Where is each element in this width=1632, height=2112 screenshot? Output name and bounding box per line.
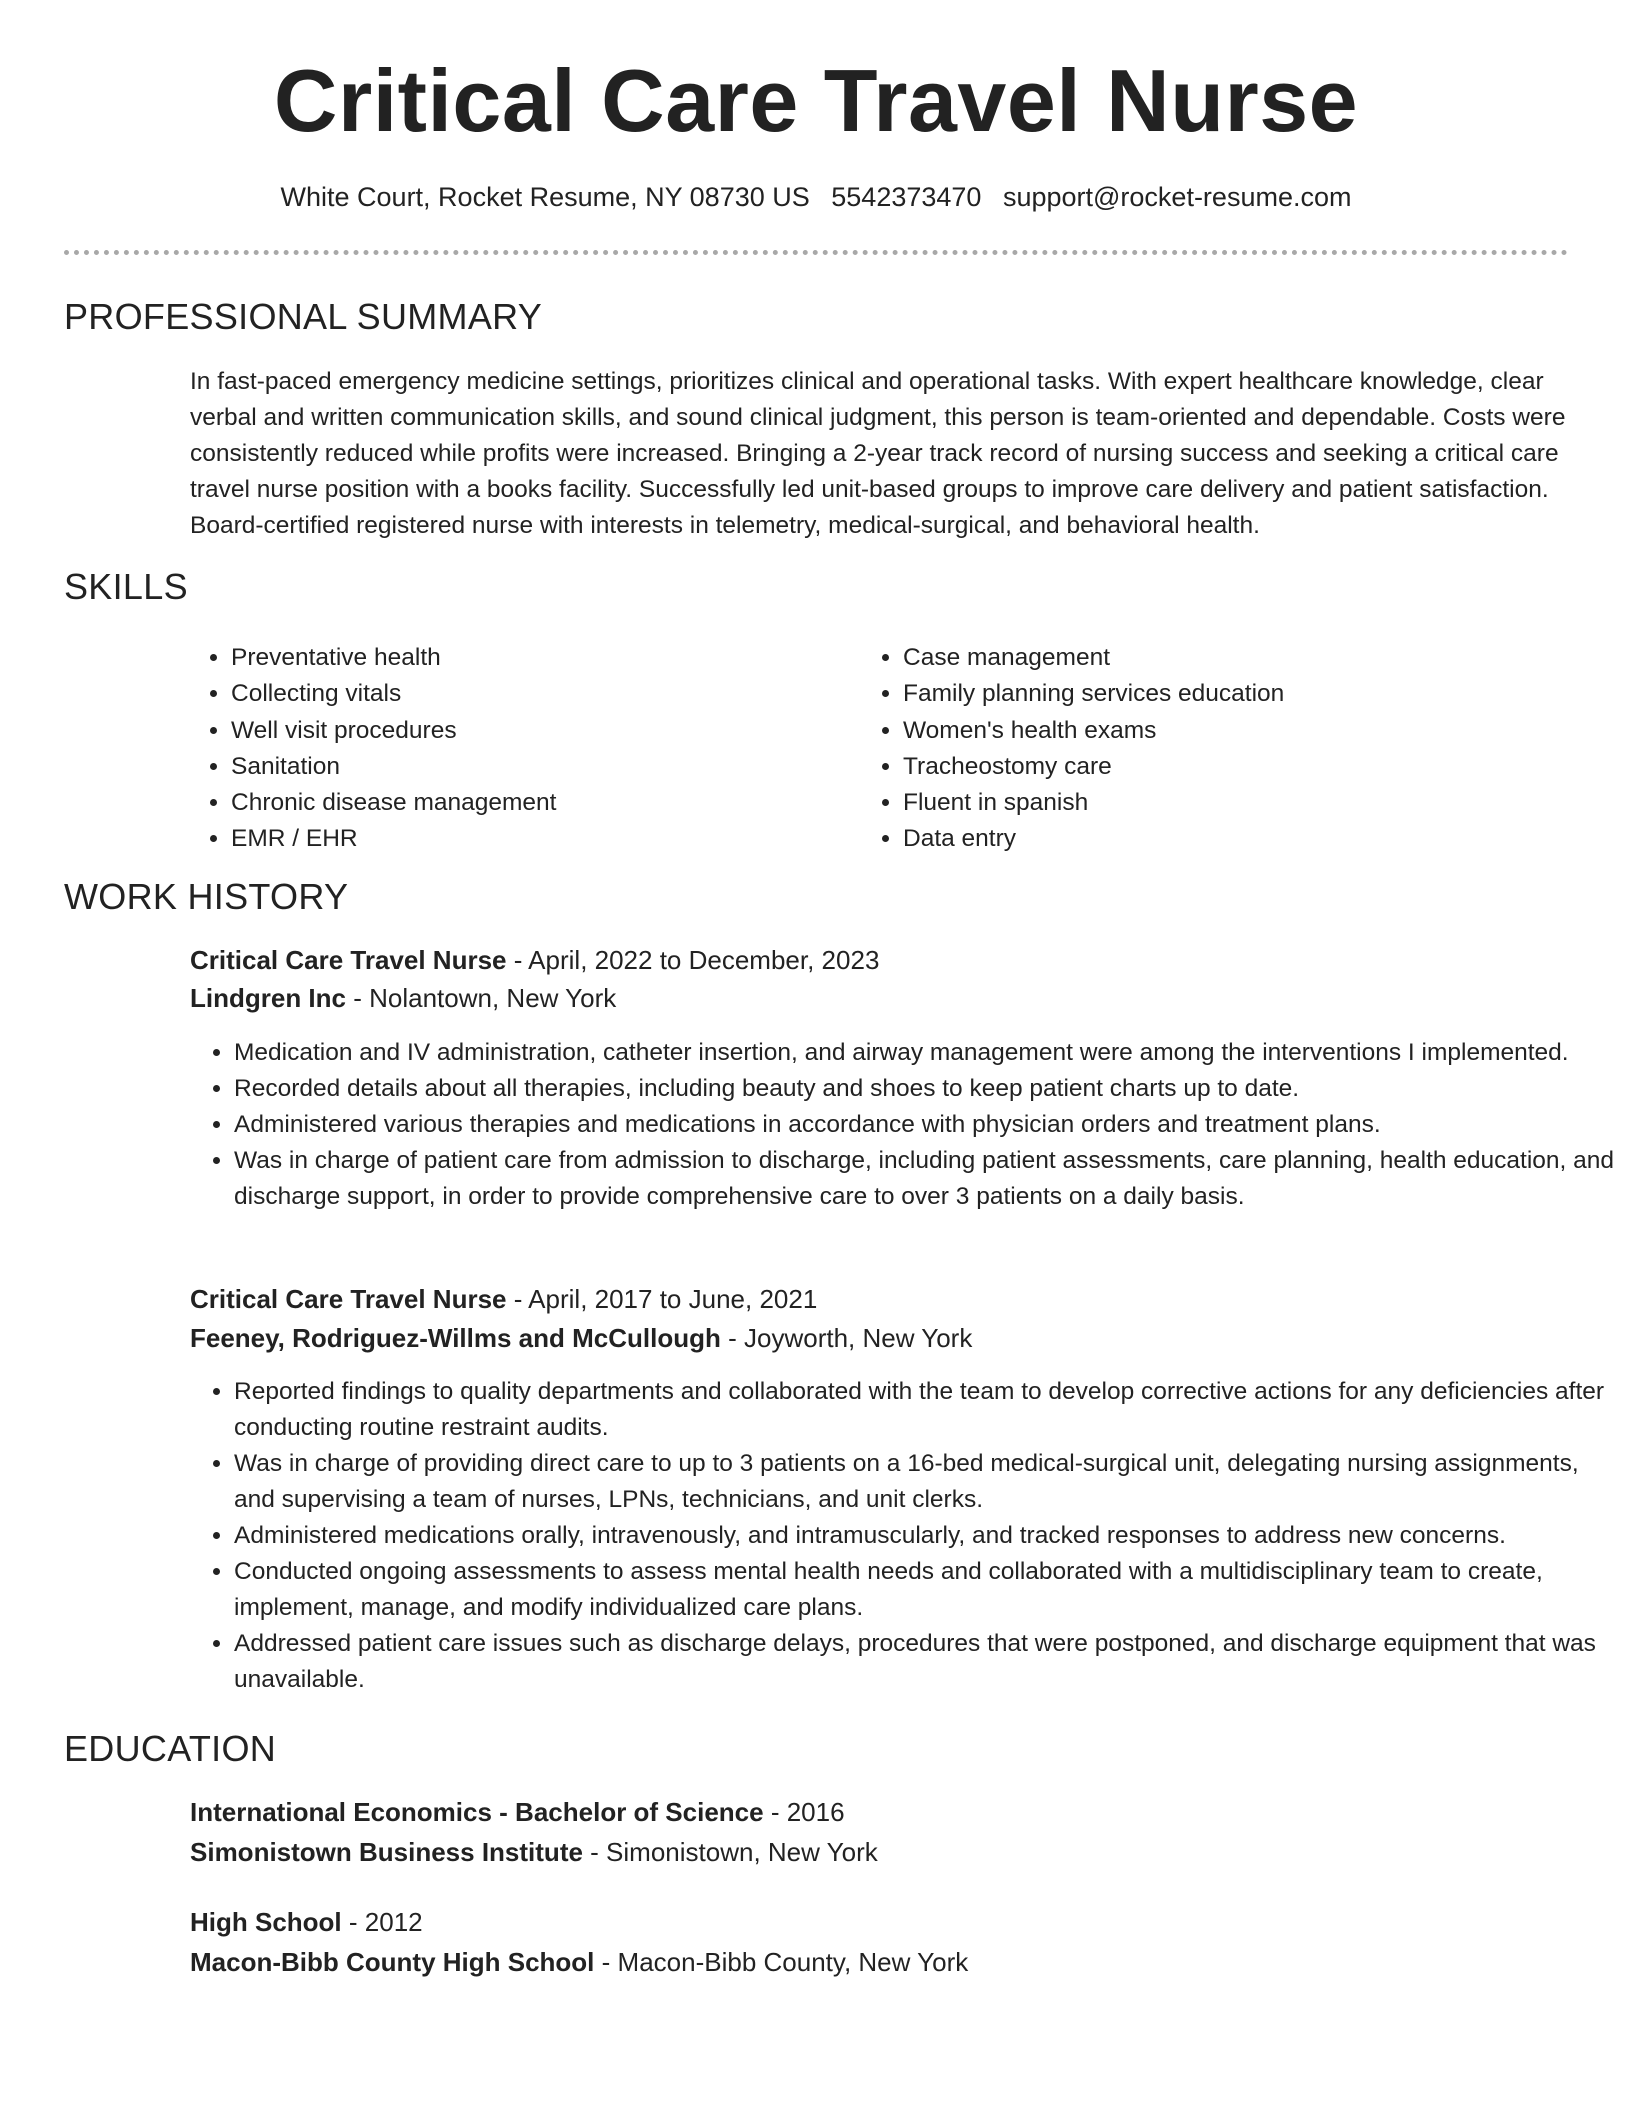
job-bullet: • Administered medications orally, intravenously, and intramuscularly, and tracked responses to address new concerns. — [234, 1518, 1624, 1554]
education-heading: EDUCATION — [64, 1728, 277, 1769]
skill-item: • Collecting vitals — [231, 676, 557, 712]
skill-item: • EMR / EHR — [231, 821, 557, 857]
education-school-line — [190, 1947, 968, 1978]
job-dates: - April, 2017 to June, 2021 — [513, 1284, 818, 1314]
skill-item: • Sanitation — [231, 749, 557, 785]
skill-item: • Tracheostomy care — [903, 749, 1284, 785]
job-title-line — [190, 945, 879, 976]
skill-item: • Fluent in spanish — [903, 785, 1284, 821]
job-bullet: • Was in charge of providing direct care to up to 3 patients on a 16-bed medical-surgical unit, delegating nursing assignments, and supervising a team of nurses, LPNs, technicians, and unit clerks. — [234, 1446, 1624, 1518]
job-location: - Nolantown, New York — [353, 983, 617, 1013]
job-bullet: • Reported findings to quality departments and collaborated with the team to develop corrective actions for any deficiencies after conducting routine restraint audits. — [234, 1374, 1624, 1446]
job-dates: - April, 2022 to December, 2023 — [513, 945, 880, 975]
job-role: Critical Care Travel Nurse — [190, 945, 507, 975]
job-title-line — [190, 1284, 817, 1315]
skill-item: • Case management — [903, 640, 1284, 676]
education-degree: International Economics - Bachelor of Science — [190, 1797, 764, 1827]
skill-item: • Preventative health — [231, 640, 557, 676]
job-role: Critical Care Travel Nurse — [190, 1284, 507, 1314]
contact-phone: 5542373470 — [831, 182, 982, 212]
summary-heading: PROFESSIONAL SUMMARY — [64, 296, 543, 337]
header-divider — [64, 250, 1568, 255]
job-company-line — [190, 983, 616, 1014]
skills-list-right — [859, 640, 1284, 858]
job-bullet: • Conducted ongoing assessments to assess mental health needs and collaborated with a multidisciplinary team to create, implement, manage, and modify individualized care plans. — [234, 1554, 1624, 1626]
education-degree: High School — [190, 1907, 342, 1937]
skill-item: • Data entry — [903, 821, 1284, 857]
job-company: Lindgren Inc — [190, 983, 346, 1013]
skill-item: • Chronic disease management — [231, 785, 557, 821]
education-degree-line — [190, 1907, 423, 1938]
summary-text: In fast-paced emergency medicine settings, prioritizes clinical and operational tasks. With expert healthcare knowledge, clear verbal and written communication skills, and sound clinical judgment, this person is team-oriented and dependable. Costs were consistently reduced while profits were increased. Bringing a 2-year track record of nursing success and seeking a critical care travel nurse position with a books facility. Successfully led unit-based groups to improve care delivery and patient satisfaction. Board-certified registered nurse with interests in telemetry, medical-surgical, and behavioral health. — [190, 368, 1566, 539]
job-bullet: • Was in charge of patient care from admission to discharge, including patient assessments, care planning, health education, and discharge support, in order to provide comprehensive care to over 3 patients on a daily basis. — [234, 1143, 1624, 1215]
skill-item: • Women's health exams — [903, 713, 1284, 749]
job-bullet: • Addressed patient care issues such as discharge delays, procedures that were postponed, and discharge equipment that was unavailable. — [234, 1626, 1624, 1698]
job-company: Feeney, Rodriguez-Willms and McCullough — [190, 1323, 721, 1353]
education-year: - 2016 — [770, 1797, 845, 1827]
job-bullet: • Recorded details about all therapies, including beauty and shoes to keep patient charts up to date. — [234, 1071, 1624, 1107]
education-school-line — [190, 1837, 878, 1868]
education-degree-line — [190, 1797, 845, 1828]
education-location: - Simonistown, New York — [590, 1837, 878, 1867]
job-bullet: • Administered various therapies and medications in accordance with physician orders and treatment plans. — [234, 1107, 1624, 1143]
education-school: Simonistown Business Institute — [190, 1837, 583, 1867]
job-bullet: • Medication and IV administration, catheter insertion, and airway management were among the interventions I implemented. — [234, 1035, 1624, 1071]
contact-line — [0, 182, 1632, 213]
job-bullets — [190, 1374, 1624, 1698]
education-year: - 2012 — [348, 1907, 423, 1937]
education-school: Macon-Bibb County High School — [190, 1947, 595, 1977]
skills-heading: SKILLS — [64, 566, 188, 607]
job-location: - Joyworth, New York — [728, 1323, 973, 1353]
skills-list-left — [187, 640, 557, 858]
skill-item: • Well visit procedures — [231, 713, 557, 749]
job-company-line — [190, 1323, 972, 1354]
work-history-heading: WORK HISTORY — [64, 876, 349, 917]
job-bullets — [190, 1035, 1624, 1215]
contact-address: White Court, Rocket Resume, NY 08730 US — [280, 182, 810, 212]
contact-email: support@rocket-resume.com — [1002, 182, 1352, 212]
candidate-name: Critical Care Travel Nurse — [273, 51, 1359, 150]
skill-item: • Family planning services education — [903, 676, 1284, 712]
education-location: - Macon-Bibb County, New York — [601, 1947, 969, 1977]
